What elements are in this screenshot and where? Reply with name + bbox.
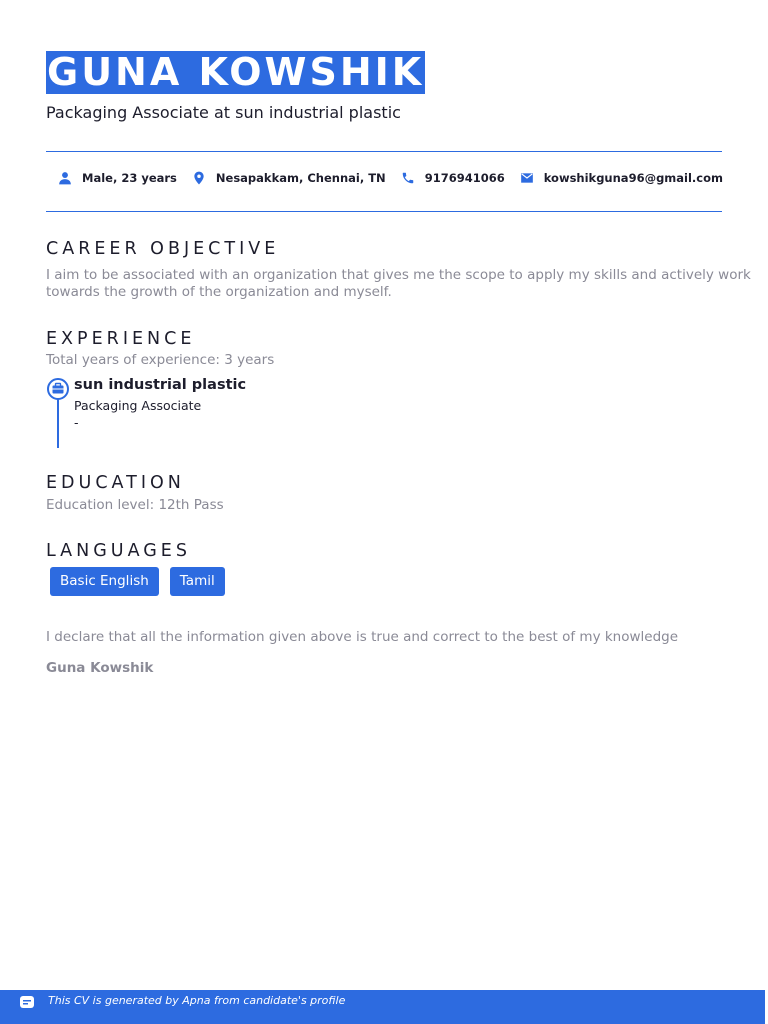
email-text[interactable]: kowshikguna96@gmail.com [543,171,724,185]
contact-gender-age [58,171,177,185]
candidate-headline: Packaging Associate at sun industrial plastic [46,103,401,122]
language-chip: Tamil [170,567,225,596]
experience-company: sun industrial plastic [74,377,247,393]
experience-timeline [57,398,59,448]
location-text: Nesapakkam, Chennai, TN [215,171,386,185]
language-chip: Basic English [50,567,159,596]
declaration-text: I declare that all the information given above is true and correct to the best of my knowledge [46,629,679,645]
footer-bar [0,990,765,1024]
location-pin-icon [192,171,206,185]
career-objective-line-2: towards the growth of the organization and myself. [46,284,392,300]
contact-bar [58,168,738,188]
footer-text: This CV is generated by Apna from candidate's profile [48,994,346,1007]
briefcase-icon [47,378,69,400]
language-list [50,567,236,596]
contact-location [192,171,386,185]
education-level: Education level: 12th Pass [46,497,224,513]
divider-top [46,151,722,152]
apna-logo-icon [19,995,35,1009]
divider-bottom [46,211,722,212]
experience-duration: - [74,415,79,430]
candidate-name: GUNA KOWSHIK [47,50,425,94]
career-objective-heading: CAREER OBJECTIVE [46,239,280,259]
gender-age-text: Male, 23 years [82,171,177,185]
experience-heading: EXPERIENCE [46,329,196,349]
email-icon [520,171,534,185]
phone-text[interactable]: 9176941066 [424,171,505,185]
experience-total: Total years of experience: 3 years [46,352,275,368]
signature-name: Guna Kowshik [46,660,154,676]
languages-heading: LANGUAGES [46,541,191,561]
education-heading: EDUCATION [46,473,185,493]
phone-icon [401,171,415,185]
experience-role: Packaging Associate [74,398,202,413]
contact-email [520,171,723,185]
person-icon [58,171,72,185]
career-objective-line-1: I aim to be associated with an organization that gives me the scope to apply my skills and actively work [46,267,751,283]
contact-phone [401,171,505,185]
